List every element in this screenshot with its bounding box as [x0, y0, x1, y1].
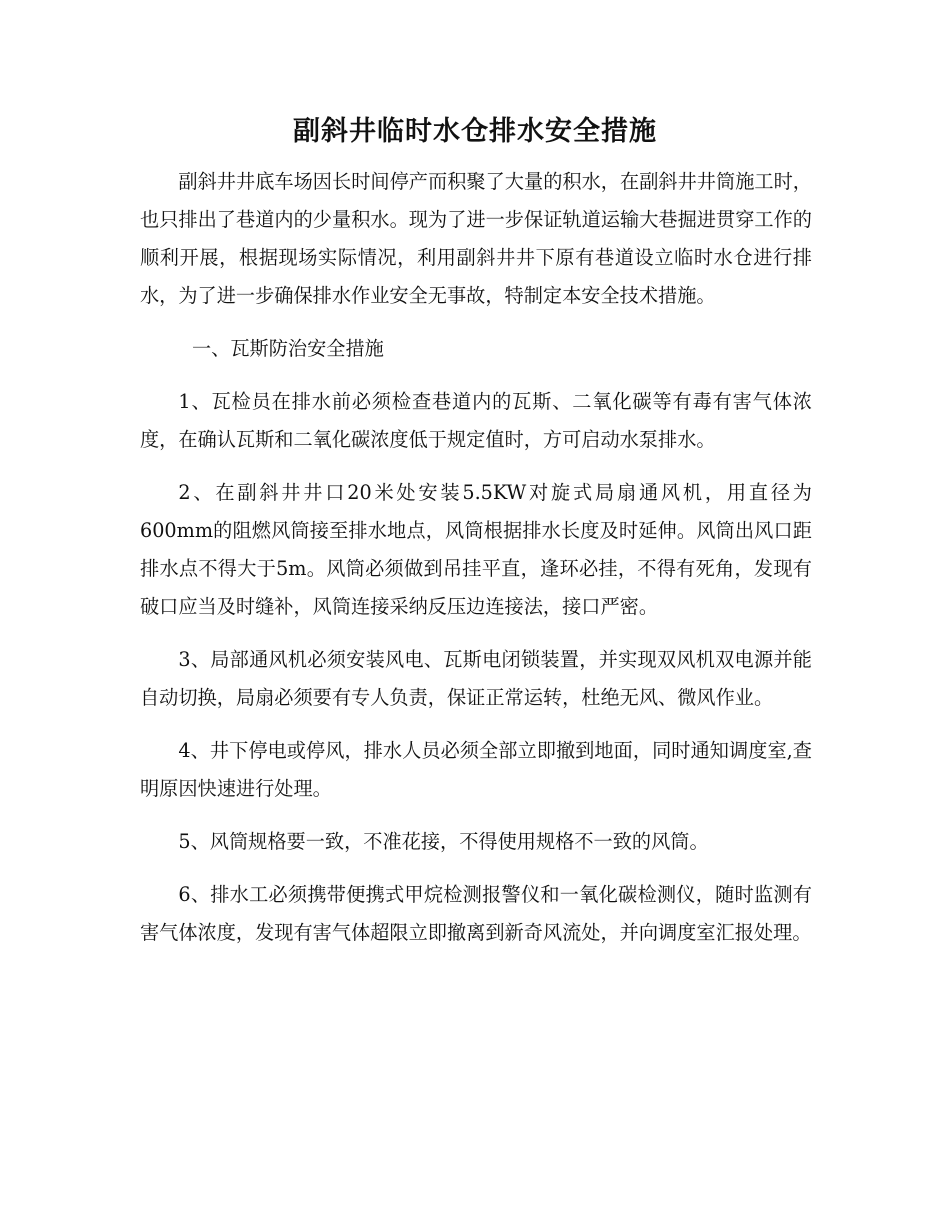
measure-item-1: 1、瓦检员在排水前必须检查巷道内的瓦斯、二氧化碳等有毒有害气体浓度，在确认瓦斯和二氧化碳浓度低于规定值时，方可启动水泵排水。 — [140, 390, 812, 451]
document-title: 副斜井临时水仓排水安全措施 — [293, 116, 657, 147]
measure-item-6: 6、排水工必须携带便携式甲烷检测报警仪和一氧化碳检测仪，随时监测有害气体浓度，发现有害气体超限立即撤离到新奇风流处，并向调度室汇报处理。 — [140, 883, 812, 944]
section-heading: 一、瓦斯防治安全措施 — [192, 337, 384, 360]
document-body — [140, 163, 812, 952]
intro-paragraph: 副斜井井底车场因长时间停产而积聚了大量的积水，在副斜井井筒施工时，也只排出了巷道内的少量积水。现为了进一步保证轨道运输大巷掘进贯穿工作的顺利开展，根据现场实际情况，利用副斜井井下原有巷道设立临时水仓进行排水，为了进一步确保排水作业安全无事故，特制定本安全技术措施。 — [140, 170, 812, 307]
measure-item-2: 2、在副斜井井口20米处安装5.5KW对旋式局扇通风机，用直径为600mm的阻燃风筒接至排水地点，风筒根据排水长度及时延伸。风筒出风口距排水点不得大于5m。风筒必须做到吊挂平直，逢环必挂，不得有死角，发现有破口应当及时缝补，风筒连接采纳反压边连接法，接口严密。 — [140, 481, 812, 618]
measure-item-4: 4、井下停电或停风，排水人员必须全部立即撤到地面，同时通知调度室,查明原因快速进行处理。 — [140, 739, 812, 800]
measure-item-3: 3、局部通风机必须安装风电、瓦斯电闭锁装置，并实现双风机双电源并能自动切换，局扇必须要有专人负责，保证正常运转，杜绝无风、微风作业。 — [140, 648, 812, 709]
measure-item-5: 5、风筒规格要一致，不准花接，不得使用规格不一致的风筒。 — [178, 830, 709, 853]
